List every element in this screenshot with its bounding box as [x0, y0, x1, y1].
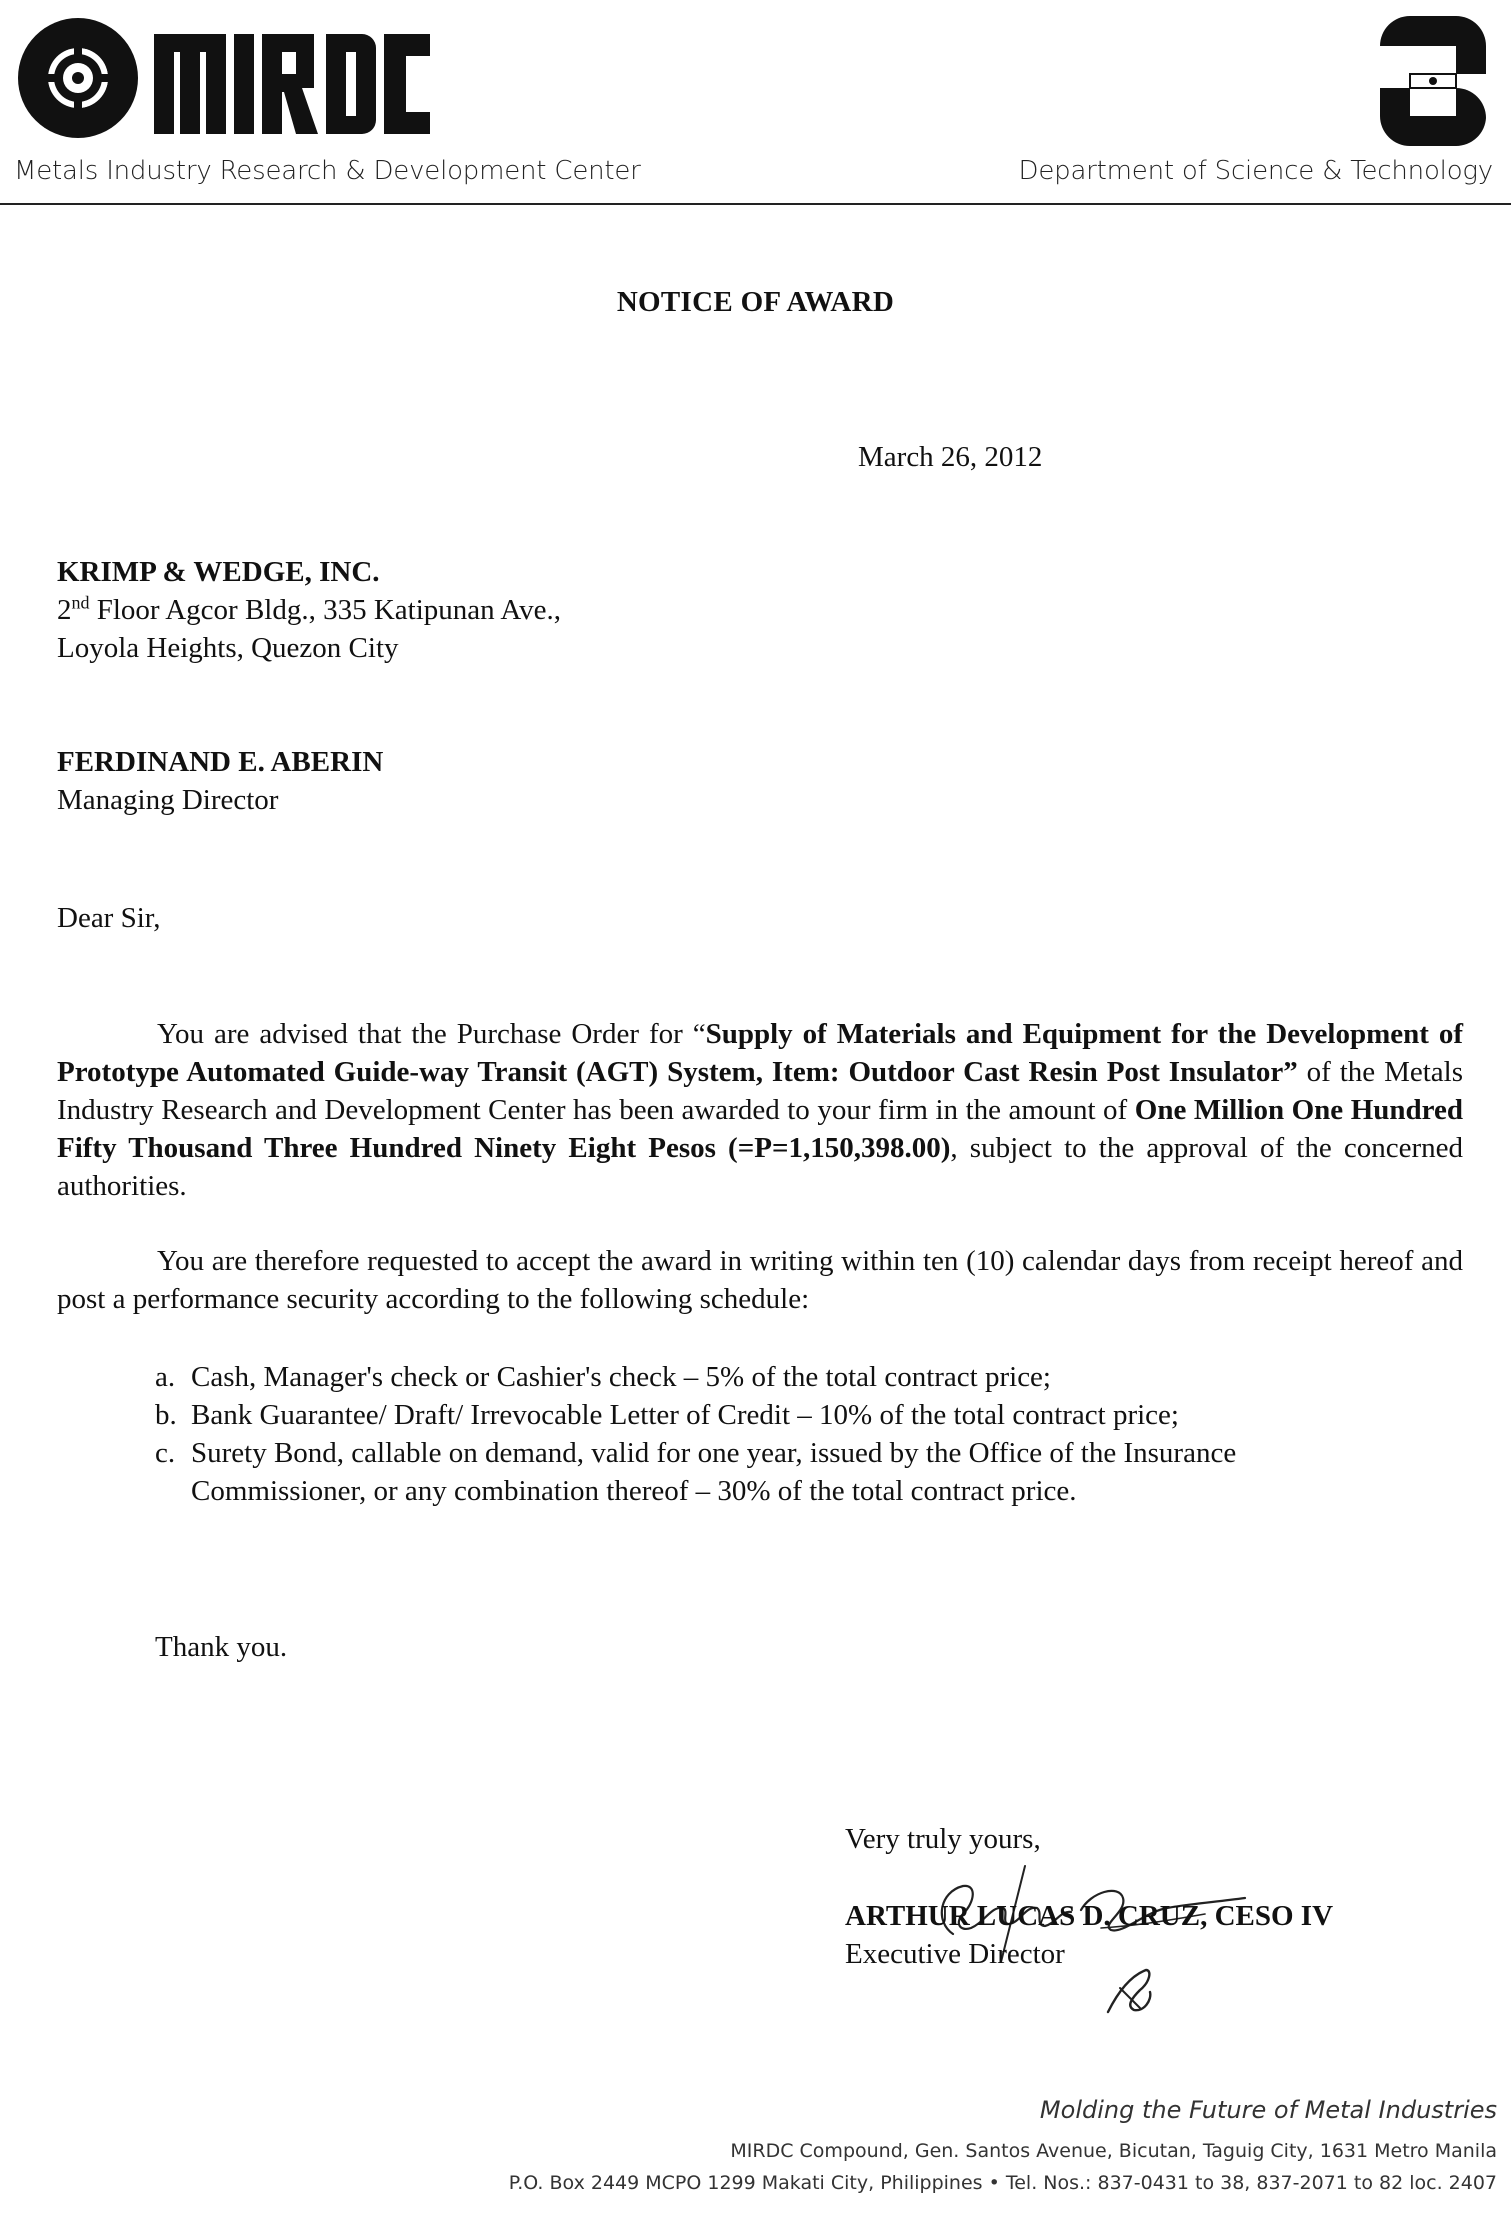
schedule-item-text: Bank Guarantee/ Draft/ Irrevocable Letter of Credit – 10% of the total contract price;: [191, 1399, 1179, 1431]
letter-date: March 26, 2012: [858, 441, 1043, 473]
award-text-part2: of the Metals Industry Research and Development Center has been awarded to your firm in the amount of: [57, 1056, 1464, 1126]
org-name-left: Metals Industry Research & Development Center: [14, 156, 641, 186]
recipient-company: KRIMP & WEDGE, INC.: [57, 556, 380, 588]
floor-number: 2: [57, 594, 72, 626]
recipient-address-line2: Loyola Heights, Quezon City: [57, 632, 399, 664]
document-title: NOTICE OF AWARD: [616, 286, 895, 318]
schedule-item-letter: a.: [155, 1361, 176, 1393]
header-divider: [0, 203, 1511, 205]
footer-address-line2: P.O. Box 2449 MCPO 1299 Makati City, Philippines • Tel. Nos.: 837-0431 to 38, 837-2071 to 82 loc. 2407: [508, 2172, 1497, 2194]
org-name-right: Department of Science & Technology: [1018, 156, 1493, 186]
mirdc-wordmark: [154, 34, 430, 134]
floor-suffix: nd: [71, 592, 90, 613]
recipient-person-title: Managing Director: [57, 784, 279, 816]
mirdc-emblem-icon: [18, 18, 138, 138]
mirdc-logo: [14, 12, 434, 144]
recipient-person-name: FERDINAND E. ABERIN: [57, 746, 384, 778]
award-text-part3: , subject to the approval of the concerned authorities.: [57, 1132, 1463, 1202]
recipient-address-block: [57, 553, 561, 667]
address-line1-rest: Floor Agcor Bldg., 335 Katipunan Ave.,: [89, 594, 561, 626]
schedule-item-letter: c.: [155, 1437, 176, 1469]
performance-security-schedule: [155, 1358, 1295, 1510]
schedule-item-text: Surety Bond, callable on demand, valid for one year, issued by the Office of the Insurance Commissioner, or any combination thereof – 30% of the total contract price.: [191, 1437, 1237, 1507]
schedule-item: [155, 1358, 1295, 1396]
schedule-item: [155, 1434, 1295, 1510]
dost-logo-icon: [1370, 12, 1496, 150]
recipient-address-line1: [57, 591, 561, 629]
attention-block: [57, 743, 383, 819]
schedule-item-letter: b.: [155, 1399, 177, 1431]
request-text: You are therefore requested to accept the award in writing within ten (10) calendar days from receipt hereof and post a performance security according to the following schedule:: [57, 1245, 1463, 1315]
award-paragraph: [57, 1015, 1463, 1205]
schedule-item-text: Cash, Manager's check or Cashier's check – 5% of the total contract price;: [191, 1361, 1051, 1393]
project-name: Supply of Materials and Equipment for the Development of Prototype Automated Guide-way Transit (AGT) System, Item: Outdoor Cast Resin Post Insulator”: [57, 1018, 1463, 1088]
footer-address-line1: MIRDC Compound, Gen. Santos Avenue, Bicutan, Taguig City, 1631 Metro Manila: [730, 2140, 1497, 2162]
thank-you-line: Thank you.: [155, 1631, 288, 1663]
salutation: Dear Sir,: [57, 902, 161, 934]
schedule-item: [155, 1396, 1295, 1434]
handwritten-initials: [1100, 1962, 1160, 2022]
signatory-title: Executive Director: [845, 1938, 1065, 1970]
closing-line: Very truly yours,: [845, 1823, 1041, 1855]
request-paragraph: [57, 1242, 1463, 1318]
letterhead-left: [14, 12, 434, 144]
award-text-part1: You are advised that the Purchase Order for “: [157, 1018, 706, 1050]
award-amount: One Million One Hundred Fifty Thousand Three Hundred Ninety Eight Pesos (=P=1,150,398.00): [57, 1094, 1464, 1164]
footer-tagline: Molding the Future of Metal Industries: [1039, 2096, 1497, 2124]
signatory-name: ARTHUR LUCAS D. CRUZ, CESO IV: [845, 1900, 1334, 1932]
